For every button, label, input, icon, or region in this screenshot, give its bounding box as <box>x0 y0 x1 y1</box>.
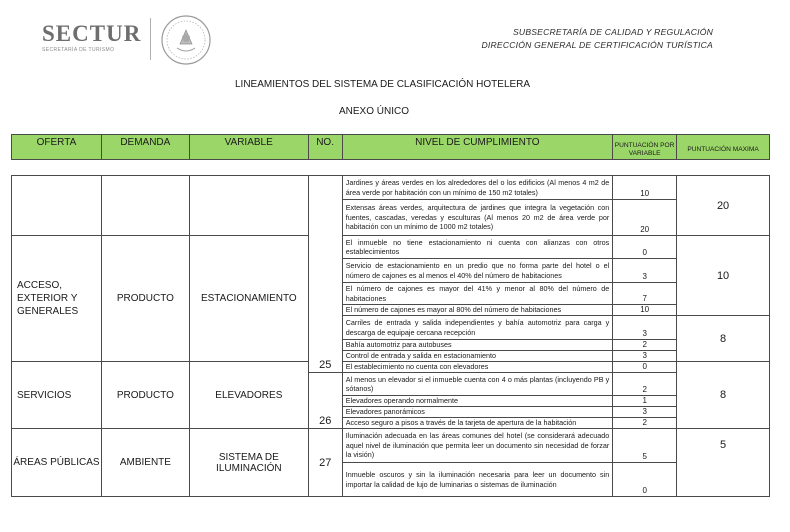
demanda-cell: PRODUCTO <box>101 362 189 429</box>
criterion-text: Iluminación adecuada en las áreas comunes del hotel (se considerará adecuado aquel nivel de iluminación que permita leer un documento sin necesidad de forzar la visión) <box>342 429 613 463</box>
variable-cell: ELEVADORES <box>189 362 308 429</box>
criterion-text: Elevadores panorámicos <box>342 407 613 418</box>
criterion-text: Carriles de entrada y salida independientes y bahía automotriz para carga y descarga de equipaje cercana recepción <box>342 316 613 340</box>
max-score-cell: 20 <box>677 176 770 236</box>
col-oferta: OFERTA <box>12 135 102 160</box>
table-row <box>12 362 770 373</box>
col-demanda: DEMANDA <box>101 135 189 160</box>
criterion-score: 3 <box>613 316 677 340</box>
col-no: NO. <box>308 135 342 160</box>
criterion-text: El establecimiento no cuenta con elevadores <box>342 362 613 373</box>
variable-cell: SISTEMA DE ILUMINACIÓN <box>189 429 308 497</box>
criterion-text: Extensas áreas verdes, arquitectura de jardines que integra la vegetación con fuentes, cascadas, veredas y esculturas (Al menos 20 m2 de área verde por habitación con un mínimo de 1000 m2 totales) <box>342 200 613 236</box>
criterion-score: 10 <box>613 176 677 200</box>
criterion-text: Servicio de estacionamiento en un predio que no forma parte del hotel o el número de cajones es al menos el 40% del número de habitaciones <box>342 259 613 283</box>
criterion-text: Inmueble oscuros y sin la iluminación necesaria para leer un documento sin importar la calidad de lujo de luminarias o sistemas de iluminación <box>342 463 613 497</box>
col-maxima: PUNTUACIÓN MAXIMA <box>677 135 770 160</box>
criterion-score: 3 <box>613 259 677 283</box>
col-puntuacion: PUNTUACIÓN POR VARIABLE <box>613 135 677 160</box>
max-score-cell: 8 <box>677 362 770 429</box>
oferta-cell: SERVICIOS <box>12 362 102 429</box>
criterion-score: 2 <box>613 373 677 396</box>
criterion-score: 2 <box>613 418 677 429</box>
criterion-score: 20 <box>613 200 677 236</box>
max-score-cell: 8 <box>677 316 770 362</box>
sectur-logo <box>42 22 141 53</box>
criterion-text: Acceso seguro a pisos a través de la tarjeta de apertura de la habitación <box>342 418 613 429</box>
variable-cell-empty <box>189 176 308 236</box>
variable-cell: ESTACIONAMIENTO <box>189 236 308 362</box>
criterion-score: 0 <box>613 362 677 373</box>
column-header-table <box>11 134 770 160</box>
logo-subtext: SECRETARÍA DE TURISMO <box>42 47 115 53</box>
criterion-text: El número de cajones es mayor del 41% y menor al 80% del número de habitaciones <box>342 283 613 305</box>
col-variable: VARIABLE <box>189 135 308 160</box>
no-cell: 25 <box>308 176 342 373</box>
header-office-line2: DIRECCIÓN GENERAL DE CERTIFICACIÓN TURÍSTICA <box>481 40 713 50</box>
no-cell: 27 <box>308 429 342 497</box>
criterion-text: El inmueble no tiene estacionamiento ni cuenta con alianzas con otros establecimientos <box>342 236 613 259</box>
table-row <box>12 176 770 200</box>
national-seal-icon <box>160 14 212 66</box>
criterion-text: Al menos un elevador si el inmueble cuenta con 4 o más plantas (incluyendo PB y sótanos) <box>342 373 613 396</box>
header-office <box>482 26 713 52</box>
criterion-text: El número de cajones es mayor al 80% del número de habitaciones <box>342 305 613 316</box>
criterion-score: 3 <box>613 351 677 362</box>
oferta-cell: ACCESO, EXTERIOR Y GENERALES <box>12 236 102 362</box>
logo-separator <box>150 18 151 60</box>
criterion-score: 2 <box>613 340 677 351</box>
document-subtitle: ANEXO ÚNICO <box>339 106 410 117</box>
criterion-score: 0 <box>613 236 677 259</box>
table-row <box>12 429 770 463</box>
classification-table <box>11 175 770 497</box>
max-score-cell: 5 <box>677 429 770 497</box>
no-cell: 26 <box>308 373 342 429</box>
criterion-score: 7 <box>613 283 677 305</box>
oferta-cell-empty <box>12 176 102 236</box>
demanda-cell-empty <box>101 176 189 236</box>
criterion-score: 5 <box>613 429 677 463</box>
demanda-cell: AMBIENTE <box>101 429 189 497</box>
criterion-text: Bahía automotriz para autobuses <box>342 340 613 351</box>
logo-text: SECTUR <box>42 21 142 46</box>
header-office-line1: SUBSECRETARÍA DE CALIDAD Y REGULACIÓN <box>512 27 713 37</box>
criterion-text: Control de entrada y salida en estacionamiento <box>342 351 613 362</box>
col-nivel: NIVEL DE CUMPLIMIENTO <box>342 135 613 160</box>
criterion-score: 10 <box>613 305 677 316</box>
document-title: LINEAMIENTOS DEL SISTEMA DE CLASIFICACIÓN HOTELERA <box>235 79 531 90</box>
criterion-text: Elevadores operando normalmente <box>342 396 613 407</box>
criterion-text: Jardines y áreas verdes en los alrededores del o los edificios (Al menos 4 m2 de área verde por habitación con un mínimo de 150 m2 totales) <box>342 176 613 200</box>
table-row <box>12 236 770 259</box>
criterion-score: 3 <box>613 407 677 418</box>
max-score-cell: 10 <box>677 236 770 316</box>
criterion-score: 0 <box>613 463 677 497</box>
column-header-row <box>12 135 770 160</box>
oferta-cell: ÁREAS PÚBLICAS <box>12 429 102 497</box>
demanda-cell: PRODUCTO <box>101 236 189 362</box>
criterion-score: 1 <box>613 396 677 407</box>
